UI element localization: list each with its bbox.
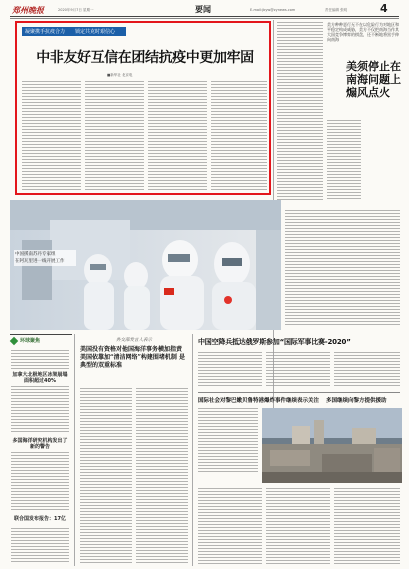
masthead-email: E-mail:jbyw@zynews.com bbox=[250, 8, 296, 12]
beirut-photo bbox=[262, 408, 402, 483]
env-item-2-title: 多国海洋研究机构发出了新的警告 bbox=[12, 438, 68, 450]
lead-story-frame bbox=[15, 21, 271, 195]
beirut-body-left bbox=[198, 408, 258, 472]
right-body-lower bbox=[285, 210, 400, 325]
photo-caption-line-1: 中国援南苏丹专家组 bbox=[15, 252, 56, 257]
lead-body-col-2 bbox=[85, 81, 144, 191]
beirut-headline bbox=[198, 396, 403, 404]
photo-caption bbox=[14, 250, 76, 266]
military-rule bbox=[198, 392, 400, 393]
military-body-col-1 bbox=[198, 352, 262, 388]
env-item-1-title: 加拿大北极地区冰架崩塌面积超过40% bbox=[12, 372, 68, 384]
beirut-subhead-text: 多国继续向黎方提供援助 bbox=[325, 398, 387, 404]
env-item-text-0 bbox=[11, 350, 69, 370]
lead-body-col-4 bbox=[211, 81, 267, 191]
middle-body-col-1 bbox=[80, 388, 132, 564]
side-story-headline-text: 美须停止在南海问题上煽风点火 bbox=[346, 60, 401, 99]
masthead-rule bbox=[10, 16, 399, 17]
military-headline: 中国空降兵抵达俄罗斯参加“国际军事比赛-2020” bbox=[198, 338, 351, 346]
masthead-editor: 责任编辑 张明 bbox=[325, 8, 348, 12]
middle-kicker: 外交部发言人表示 bbox=[116, 338, 152, 343]
lead-byline: ■新华社 北京电 bbox=[107, 73, 133, 77]
middle-right-rule bbox=[192, 334, 193, 566]
env-item-3-title: 联合国发布报告：17亿 bbox=[14, 516, 66, 522]
side-story-body bbox=[277, 22, 323, 202]
military-body-col-2 bbox=[266, 352, 330, 388]
beirut-body-col-2 bbox=[266, 488, 330, 564]
middle-column-rule bbox=[74, 334, 75, 566]
environment-column-icon bbox=[10, 337, 18, 345]
side-story-body-2 bbox=[327, 120, 361, 200]
environment-column-rule bbox=[10, 334, 72, 335]
lead-kicker-right: 锁定共克时艰信心 bbox=[75, 29, 116, 35]
middle-body-col-2 bbox=[136, 388, 188, 564]
beirut-body-col-3 bbox=[334, 488, 400, 564]
env-item-1-body bbox=[11, 386, 69, 434]
lead-kicker-left: 凝聚携手抗疫合力 bbox=[25, 29, 66, 35]
masthead-logo: 郑州晚报 bbox=[12, 5, 44, 15]
env-item-3-body bbox=[11, 528, 69, 564]
beirut-headline-text: 国际社会对黎巴嫩贝鲁特港爆炸事件继续表示关注 bbox=[198, 398, 320, 404]
masthead-rule-thin bbox=[10, 18, 399, 19]
env-item-2-body bbox=[11, 452, 69, 512]
side-story-deck: 美方种种恶行无不在以危险行为对地区和平稳定构成威胁，美方不仅把南海当作其大国竞争博弈的棋盘，还不断地将黑手伸向南海 bbox=[327, 22, 399, 42]
masthead-date: 2020年9月7日 星期一 bbox=[58, 8, 94, 12]
beirut-body-col-1 bbox=[198, 488, 262, 564]
photo-caption-line-2: 在阿瓦里进一线开展工作 bbox=[15, 259, 65, 264]
side-story-headline bbox=[346, 60, 406, 99]
lead-headline: 中非友好互信在团结抗疫中更加牢固 bbox=[36, 50, 254, 66]
page-number: 4 bbox=[380, 2, 388, 15]
environment-column-title: 环球聚焦 bbox=[20, 338, 41, 344]
section-title: 要闻 bbox=[195, 4, 211, 14]
lead-body-col-1 bbox=[22, 81, 81, 191]
lead-body-col-3 bbox=[148, 81, 207, 191]
middle-headline: 美国没有资格对他国海洋事务横加指责 美国依靠加“清洁网络”构建围堵机制 是典型的双重标准 bbox=[80, 346, 185, 369]
port-explosion-photo bbox=[262, 408, 402, 483]
military-body-col-3 bbox=[334, 352, 400, 388]
